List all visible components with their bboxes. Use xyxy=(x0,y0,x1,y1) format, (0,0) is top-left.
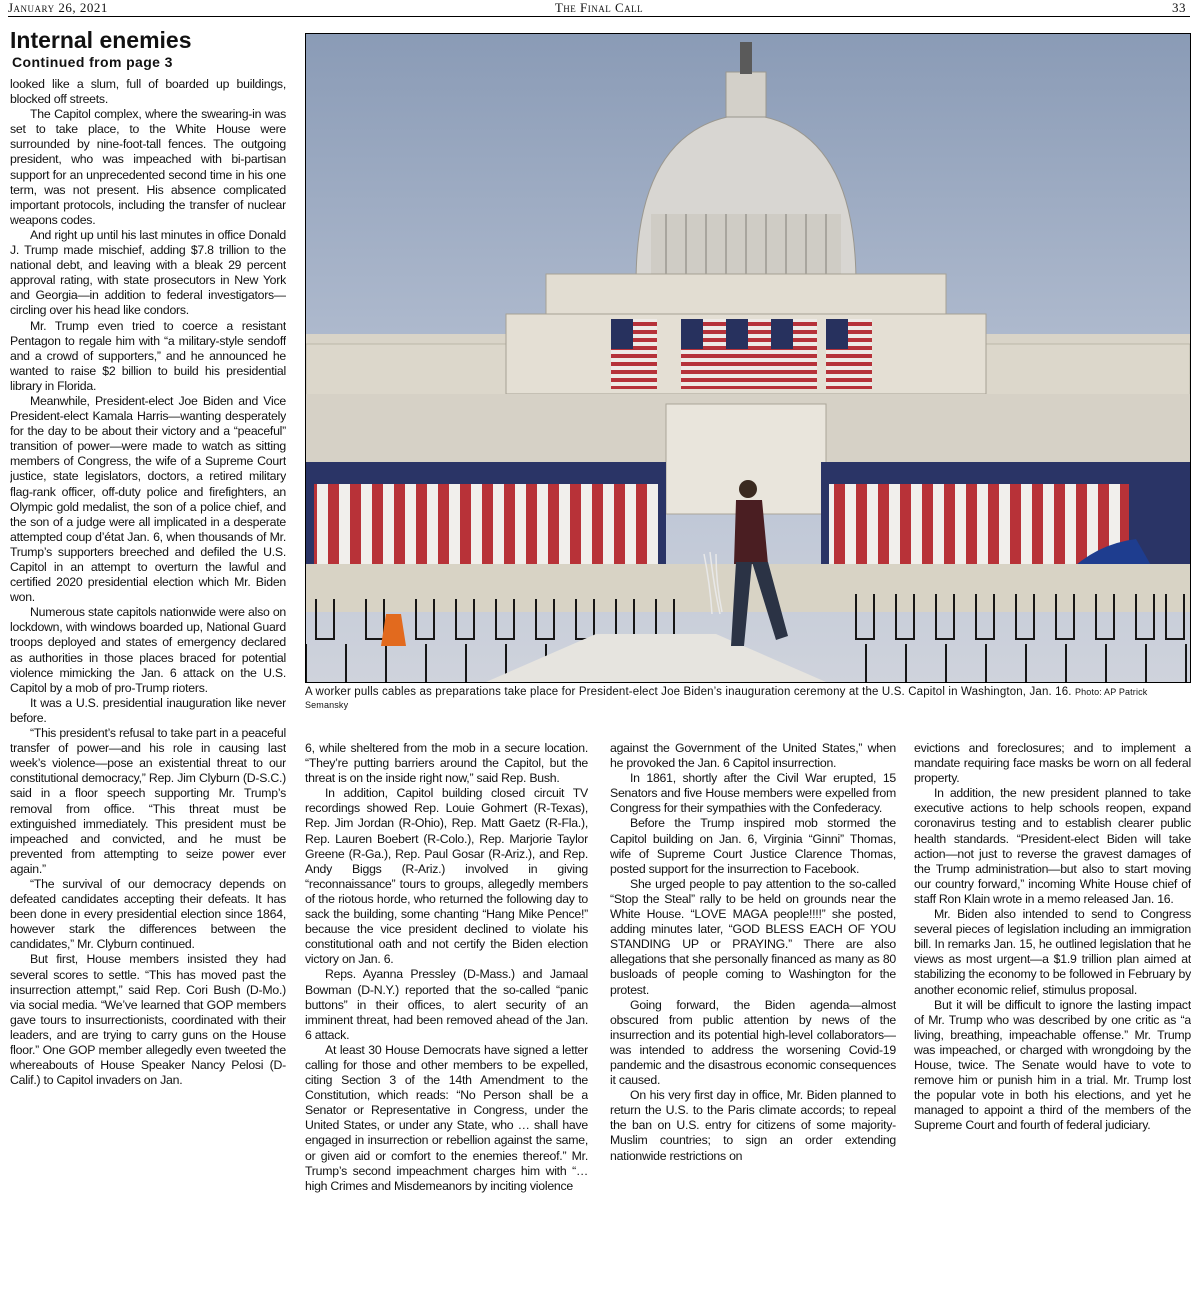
caption-text: A worker pulls cables as preparations take place for President-elect Joe Biden’s inauguration ceremony at the U.S. Capitol in Washington, Jan. 16. xyxy=(305,686,1072,698)
paragraph: It was a U.S. presidential inauguration like never before. xyxy=(10,695,286,725)
paragraph: Before the Trump inspired mob stormed the Capitol building on Jan. 6, Virginia “Ginni” Thomas, wife of Supreme Court Justice Clarence Thomas, posted support for the insurrection to Facebook. xyxy=(610,816,896,876)
paragraph: looked like a slum, full of boarded up buildings, blocked off streets. xyxy=(10,77,286,107)
paragraph: In addition, Capitol building closed circuit TV recordings showed Rep. Louie Gohmert (R-Texas), Rep. Jim Jordan (R-Ohio), Rep. Matt Gaetz (R-Fla.), Rep. Lauren Boebert (R-Colo.), Rep. Marjorie Taylor Greene (R-Ga.), Rep. Paul Gosar (R-Ariz.), and Rep. Andy Biggs (R-Ariz.) involved in giving “reconnaissance” tours to groups, allegedly members of the riotous horde, who returned the following day to sack the building, some chanting “Hang Mike Pence!” because the vice president declined to violate his constitutional oath and not certify the Biden election victory on Jan. 6. xyxy=(305,786,588,967)
article-column-1 xyxy=(10,77,286,1287)
paragraph: But first, House members insisted they had several scores to settle. “This has moved past the insurrection attempt,” said Rep. Cori Bush (D-Mo.) via social media. “We’ve learned that GOP members gave tours to insurrectionists, coordinated with their leaders, and are trying to carry guns on the House floor.” One GOP member allegedly even tweeted the whereabouts of House Speaker Nancy Pelosi (D-Calif.) to Capitol invaders on Jan. xyxy=(10,952,286,1088)
paragraph: On his very first day in office, Mr. Biden planned to return the U.S. to the Paris climate accords; to repeal the ban on U.S. entry for citizens of some majority-Muslim countries; to sign an order extending nationwide restrictions on xyxy=(610,1088,896,1163)
paragraph: against the Government of the United States,” when he provoked the Jan. 6 Capitol insurrection. xyxy=(610,741,896,771)
continued-from: Continued from page 3 xyxy=(12,54,173,70)
page-number: 33 xyxy=(1172,0,1186,15)
masthead xyxy=(8,0,1190,17)
paragraph: But it will be difficult to ignore the lasting impact of Mr. Trump who was described by one critic as “a living, breathing, impeachable offense.” Mr. Trump was impeached, or charged with wrongdoing by the House, twice. The Senate would have to vote to remove him or punish him in a trial. Mr. Trump lost the popular vote in both his elections, and yet he managed to appoint a third of the members of the Supreme Court and fourth of federal judiciary. xyxy=(914,997,1191,1133)
paragraph: The Capitol complex, where the swearing-in was set to take place, to the White House were surrounded by nine-foot-tall fences. The outgoing president, who was impeached with bi-partisan support for an unprecedented second time in his one term, was not present. His absence complicated important protocols, including the transfer of nuclear weapons codes. xyxy=(10,107,286,227)
photo-caption xyxy=(305,686,1190,712)
article-column-3 xyxy=(610,741,896,1287)
issue-date: January 26, 2021 xyxy=(8,0,108,15)
article-column-2 xyxy=(305,741,588,1287)
paragraph: At least 30 House Democrats have signed a letter calling for those and other members to be expelled, citing Section 3 of the 14th Amendment to the Constitution, which reads: “No Person shall be a Senator or Representative in Congress, under the United States, or under any State, who … shall have engaged in insurrection or rebellion against the same, or given aid or comfort to the enemies thereof.” Mr. Trump’s second impeachment charges him with “… high Crimes and Misdemeanors by inciting violence xyxy=(305,1042,588,1193)
paragraph: Meanwhile, President-elect Joe Biden and Vice President-elect Kamala Harris—wanting desperately for the day to be about their victory and a “peaceful” transition of power—were made to watch as sitting members of Congress, the wife of a Supreme Court justice, state legislators, doctors, a retired military flag-rank officer, off-duty police and firefighters, an Olympic gold medalist, the son of a police chief, and the son of a judge were all implicated in a desperate attempted coup d’état Jan. 6, when thousands of Mr. Trump’s supporters breeched and defiled the U.S. Capitol in an attempt to overturn the lawful and certified 2020 presidential election which Mr. Biden won. xyxy=(10,393,286,605)
paragraph: Going forward, the Biden agenda—almost obscured from public attention by news of the insurrection and its potential high-level collaborators—was intended to address the worsening Covid-19 pandemic and the disastrous economic consequences it caused. xyxy=(610,997,896,1088)
paragraph: “The survival of our democracy depends on defeated candidates accepting their defeats. It has been done in every presidential election since 1864, however stark the differences between the candidates,” Mr. Clyburn continued. xyxy=(10,876,286,952)
paragraph: She urged people to pay attention to the so-called “Stop the Steal” rally to be held on grounds near the White House. “LOVE MAGA people!!!!” she posted, adding minutes later, “GOD BLESS EACH OF YOU STANDING UP or PRAYING.” There are also allegations that she personally financed as many as 80 busloads of people coming to Washington for the protest. xyxy=(610,876,896,997)
photo-credit: Photo: AP Patrick Semansky xyxy=(305,687,1148,710)
capitol-photo xyxy=(305,33,1191,683)
paragraph: “This president’s refusal to take part in a peaceful transfer of power—and his role in causing last week’s violence—pose an existential threat to our constitutional democracy,” Rep. Jim Clyburn (D-S.C.) said in a floor speech supporting Mr. Trump’s removal from office. “This threat must be extinguished immediately. This president must be impeached and convicted, and he must be prevented from attempting to seize power ever again.” xyxy=(10,726,286,876)
paragraph: evictions and foreclosures; and to implement a mandate requiring face masks be worn on all federal property. xyxy=(914,741,1191,786)
paragraph: And right up until his last minutes in office Donald J. Trump made mischief, adding $7.8 trillion to the national debt, and leaving with a bleak 29 percent approval rating, with state prosecutors in New York and Georgia—in addition to federal investigators—circling over his head like condors. xyxy=(10,227,286,318)
paragraph: In 1861, shortly after the Civil War erupted, 15 Senators and five House members were expelled from Congress for their sympathies with the Confederacy. xyxy=(610,771,896,816)
article-column-4 xyxy=(914,741,1191,1287)
publication-name: The Final Call xyxy=(554,0,644,15)
paragraph: 6, while sheltered from the mob in a secure location. “They’re putting barriers around the Capitol, but the threat is on the inside right now,” said Rep. Bush. xyxy=(305,741,588,786)
paragraph: Mr. Trump even tried to coerce a resistant Pentagon to regale him with “a military-style sendoff and a crowd of supporters,” and he announced he wanted to raise $2 billion to build his presidential library in Florida. xyxy=(10,318,286,393)
paragraph: Mr. Biden also intended to send to Congress several pieces of legislation including an immigration bill. In remarks Jan. 15, he outlined legislation that he views as most urgent—a $1.9 trillion plan aimed at stabilizing the economy to be followed in February by another economic relief, stimulus proposal. xyxy=(914,907,1191,997)
paragraph: Numerous state capitols nationwide were also on lockdown, with windows boarded up, National Guard troops deployed and states of emergency declared as authorities in those places braced for potential violence mimicking the Jan. 6 attack on the U.S. Capitol by a mob of pro-Trump rioters. xyxy=(10,605,286,695)
paragraph: In addition, the new president planned to take executive actions to help schools reopen, expand coronavirus testing and to establish clearer public health standards. “President-elect Biden will take action—not just to reverse the gravest damages of the Trump administration—but also to start moving our country forward,” incoming White House chief of staff Ron Klain wrote in a memo released Jan. 16. xyxy=(914,786,1191,906)
paragraph: Reps. Ayanna Pressley (D-Mass.) and Jamaal Bowman (D-N.Y.) reported that the so-called “panic buttons” in their offices, to alert security of an imminent threat, had been removed ahead of the Jan. 6 attack. xyxy=(305,967,588,1042)
article-headline: Internal enemies xyxy=(10,27,192,53)
